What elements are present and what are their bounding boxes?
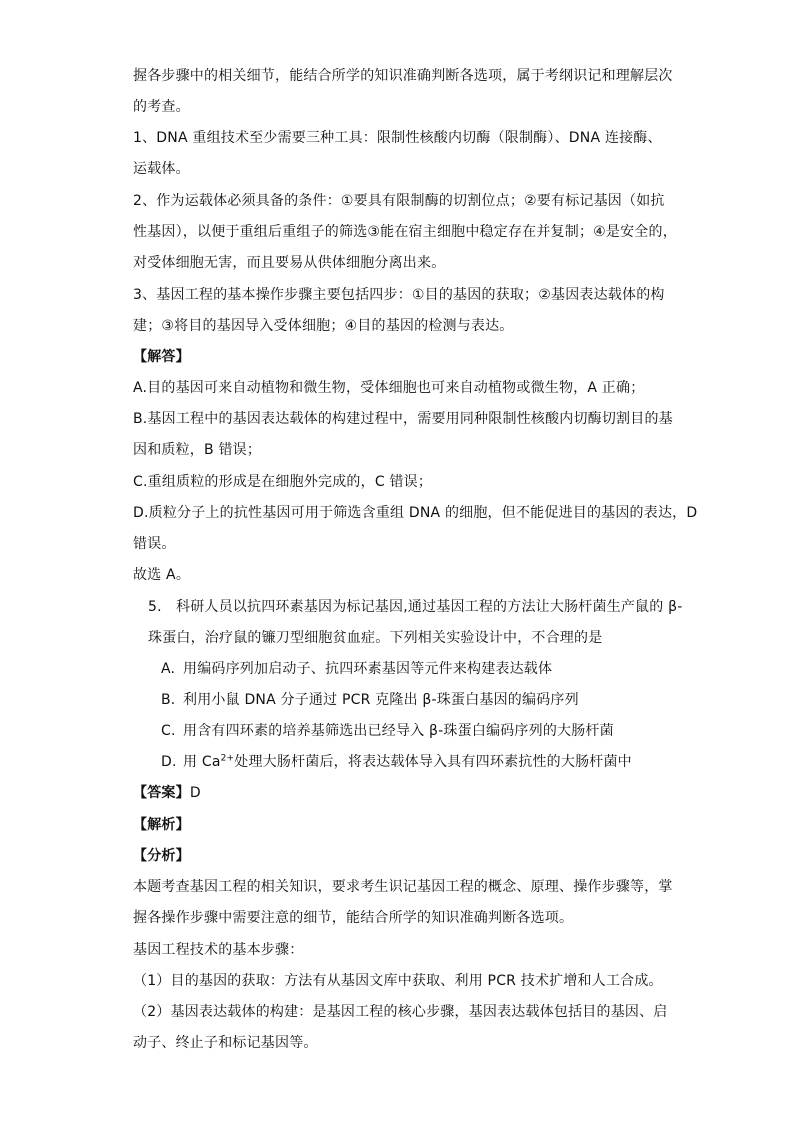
option-key: A. (161, 661, 176, 677)
answer-d-line-1: D.质粒分子上的抗性基因可用于筛选含重组 DNA 的细胞，但不能促进目的基因的表达，D (133, 505, 698, 521)
option-text: 利用小鼠 DNA 分子通过 PCR 克隆出 β-珠蛋白基因的编码序列 (183, 692, 579, 708)
point-3-line-2: 建；③将目的基因导入受体细胞；④目的基因的检测与表达。 (133, 318, 514, 334)
answer-heading: 【解答】 (133, 349, 190, 365)
jiexi-heading: 【解析】 (133, 817, 190, 833)
analysis-line-2: 握各操作步骤中需要注意的细节，能结合所学的知识准确判断各选项。 (133, 910, 574, 926)
analysis-step-2-line-1: （2）基因表达载体的构建：是基因工程的核心步骤，基因表达载体包括目的基因、启 (133, 1004, 668, 1020)
analysis-line-3: 基因工程技术的基本步骤： (133, 942, 304, 958)
intro-line-1: 握各步骤中的相关细节，能结合所学的知识准确判断各选项，属于考纲识记和理解层次 (133, 68, 673, 84)
option-key: C. (161, 723, 176, 739)
fenxi-heading: 【分析】 (133, 848, 190, 864)
question-5-stem-line-1 (148, 597, 683, 617)
option-text-superscript: 2+ (220, 753, 235, 764)
answer-b-line-1: B.基因工程中的基因表达载体的构建过程中，需要用同种限制性核酸内切酶切割目的基 (133, 411, 673, 427)
answer-conclusion: 故选 A。 (133, 567, 191, 583)
point-2-line-2: 性基因），以便于重组后重组子的筛选③能在宿主细胞中稳定存在并复制；④是安全的， (133, 224, 677, 240)
option-c (161, 721, 614, 741)
point-1-line-2: 运载体。 (133, 161, 190, 177)
point-1-line-1: 1、DNA 重组技术至少需要三种工具：限制性核酸内切酶（限制酶）、DNA 连接酶、 (133, 130, 662, 146)
option-a (161, 659, 552, 679)
answer-c: C.重组质粒的形成是在细胞外完成的，C 错误； (133, 474, 433, 490)
point-2-line-1: 2、作为运载体必须具备的条件：①要具有限制酶的切割位点；②要有标记基因（如抗 (133, 193, 665, 209)
answer-a: A.目的基因可来自动植物和微生物，受体细胞也可来自动植物或微生物，A 正确； (133, 380, 645, 396)
option-text-pre: 用 Ca (183, 754, 221, 770)
question-5-stem-line-2: 珠蛋白，治疗鼠的镰刀型细胞贫血症。下列相关实验设计中，不合理的是 (148, 630, 603, 646)
option-text-post: 处理大肠杆菌后，将表达载体导入具有四环素抗性的大肠杆菌中 (234, 754, 632, 770)
question-number: 5. (148, 599, 162, 615)
point-3-line-1: 3、基因工程的基本操作步骤主要包括四步：①目的基因的获取；②基因表达载体的构 (133, 287, 665, 303)
option-key: D. (161, 754, 177, 770)
answer-d-line-2: 错误。 (133, 536, 176, 552)
option-text: 用编码序列加启动子、抗四环素基因等元件来构建表达载体 (183, 661, 553, 677)
answer-label: 【答案】 (133, 785, 190, 801)
option-key: B. (161, 692, 176, 708)
option-d (161, 752, 632, 772)
answer-value: D (189, 785, 201, 801)
analysis-step-1: （1）目的基因的获取：方法有从基因文库中获取、利用 PCR 技术扩增和人工合成。 (133, 973, 663, 989)
option-b (161, 690, 579, 710)
intro-line-2: 的考查。 (133, 99, 190, 115)
answer-b-line-2: 因和质粒，B 错误； (133, 442, 262, 458)
question-stem-text: 科研人员以抗四环素基因为标记基因,通过基因工程的方法让大肠杆菌生产鼠的 β- (176, 599, 683, 615)
analysis-line-1: 本题考查基因工程的相关知识，要求考生识记基因工程的概念、原理、操作步骤等，掌 (133, 879, 673, 895)
point-2-line-3: 对受体细胞无害，而且要易从供体细胞分离出来。 (133, 255, 446, 271)
analysis-step-2-line-2: 动子、终止子和标记基因等。 (133, 1035, 318, 1051)
option-text: 用含有四环素的培养基筛选出已经导入 β-珠蛋白编码序列的大肠杆菌 (183, 723, 614, 739)
answer-5 (133, 783, 201, 803)
